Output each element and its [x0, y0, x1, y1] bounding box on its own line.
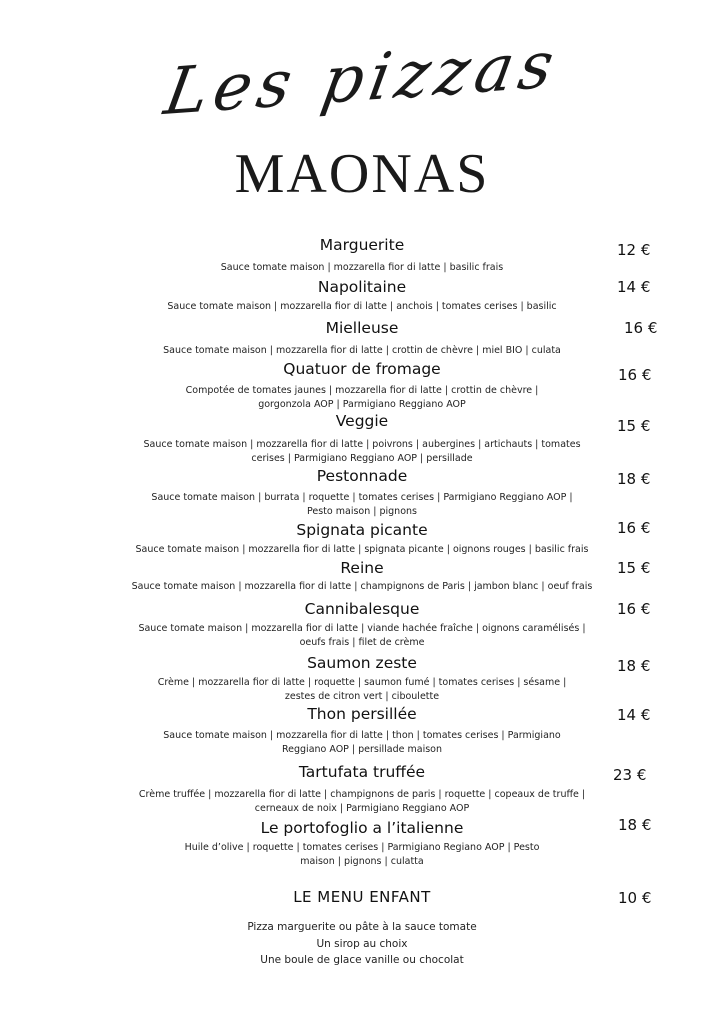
item-price: 16 €: [624, 319, 658, 337]
item-price: 18 €: [617, 470, 651, 488]
item-price: 23 €: [613, 766, 647, 784]
item-price: 16 €: [618, 366, 652, 384]
item-name: Mielleuse: [325, 319, 399, 337]
kids-menu-title: LE MENU ENFANT: [293, 888, 431, 906]
item-name: Napolitaine: [317, 278, 407, 296]
item-name: Spignata picante: [296, 521, 428, 539]
item-price: 14 €: [617, 706, 651, 724]
item-name: Marguerite: [319, 236, 405, 254]
item-description: Sauce tomate maison | mozzarella fior di latte | poivrons | aubergines | artichauts | tomates cerises | Parmigiano Reggiano AOP | persillade: [143, 439, 581, 464]
item-name: Veggie: [335, 412, 389, 430]
item-name: Le portofoglio a l’italienne: [260, 819, 464, 837]
item-price: 15 €: [617, 559, 651, 577]
item-price: 14 €: [617, 278, 651, 296]
item-description: Sauce tomate maison | mozzarella fior di latte | champignons de Paris | jambon blanc | oeuf frais: [131, 581, 593, 592]
kids-menu-details: [0, 919, 724, 969]
item-price: 16 €: [617, 600, 651, 618]
item-description: Crème truffée | mozzarella fior di latte | champignons de paris | roquette | copeaux de truffe | cerneaux de noix | Parmigiano Reggiano AOP: [138, 789, 586, 814]
item-description: Compotée de tomates jaunes | mozzarella fior di latte | crottin de chèvre | gorgonzola AOP | Parmigiano Reggiano AOP: [185, 385, 539, 410]
kids-menu-line: Une boule de glace vanille ou chocolat: [260, 954, 464, 966]
item-description: Huile d’olive | roquette | tomates cerises | Parmigiano Regiano AOP | Pesto maison | pignons | culatta: [184, 842, 540, 867]
item-price: 18 €: [617, 657, 651, 675]
item-description: Sauce tomate maison | mozzarella fior di latte | spignata picante | oignons rouges | basilic frais: [135, 544, 589, 555]
item-description: Sauce tomate maison | mozzarella fior di latte | anchois | tomates cerises | basilic: [167, 301, 557, 312]
item-description: Sauce tomate maison | mozzarella fior di latte | basilic frais: [220, 262, 504, 273]
item-description: Sauce tomate maison | burrata | roquette | tomates cerises | Parmigiano Reggiano AOP | Pesto maison | pignons: [151, 492, 573, 517]
item-name: Quatuor de fromage: [283, 360, 441, 378]
item-description: Crème | mozzarella fior di latte | roquette | saumon fumé | tomates cerises | sésame | zestes de citron vert | ciboulette: [157, 677, 567, 702]
item-price: 18 €: [618, 816, 652, 834]
kids-menu-line: Pizza marguerite ou pâte à la sauce tomate: [247, 921, 477, 933]
item-price: 12 €: [617, 241, 651, 259]
script-title: Les pizzas: [159, 27, 565, 131]
item-price: 16 €: [617, 519, 651, 537]
item-price: 15 €: [617, 417, 651, 435]
logo: [0, 0, 724, 220]
kids-menu-line: Un sirop au choix: [316, 937, 408, 950]
item-name: Saumon zeste: [307, 654, 417, 672]
item-description: Sauce tomate maison | mozzarella fior di latte | crottin de chèvre | miel BIO | culata: [163, 345, 561, 356]
item-name: Cannibalesque: [304, 600, 420, 618]
item-description: Sauce tomate maison | mozzarella fior di latte | viande hachée fraîche | oignons caramélisés | oeufs frais | filet de crème: [138, 623, 586, 648]
item-description: Sauce tomate maison | mozzarella fior di latte | thon | tomates cerises | Parmigiano Reggiano AOP | persillade maison: [163, 730, 561, 755]
brand-name: MAONAS: [234, 143, 490, 205]
item-name: Thon persillée: [307, 705, 417, 723]
kids-menu-price: 10 €: [618, 889, 652, 907]
item-name: Pestonnade: [316, 467, 408, 485]
item-name: Reine: [340, 559, 384, 577]
item-name: Tartufata truffée: [298, 763, 426, 781]
